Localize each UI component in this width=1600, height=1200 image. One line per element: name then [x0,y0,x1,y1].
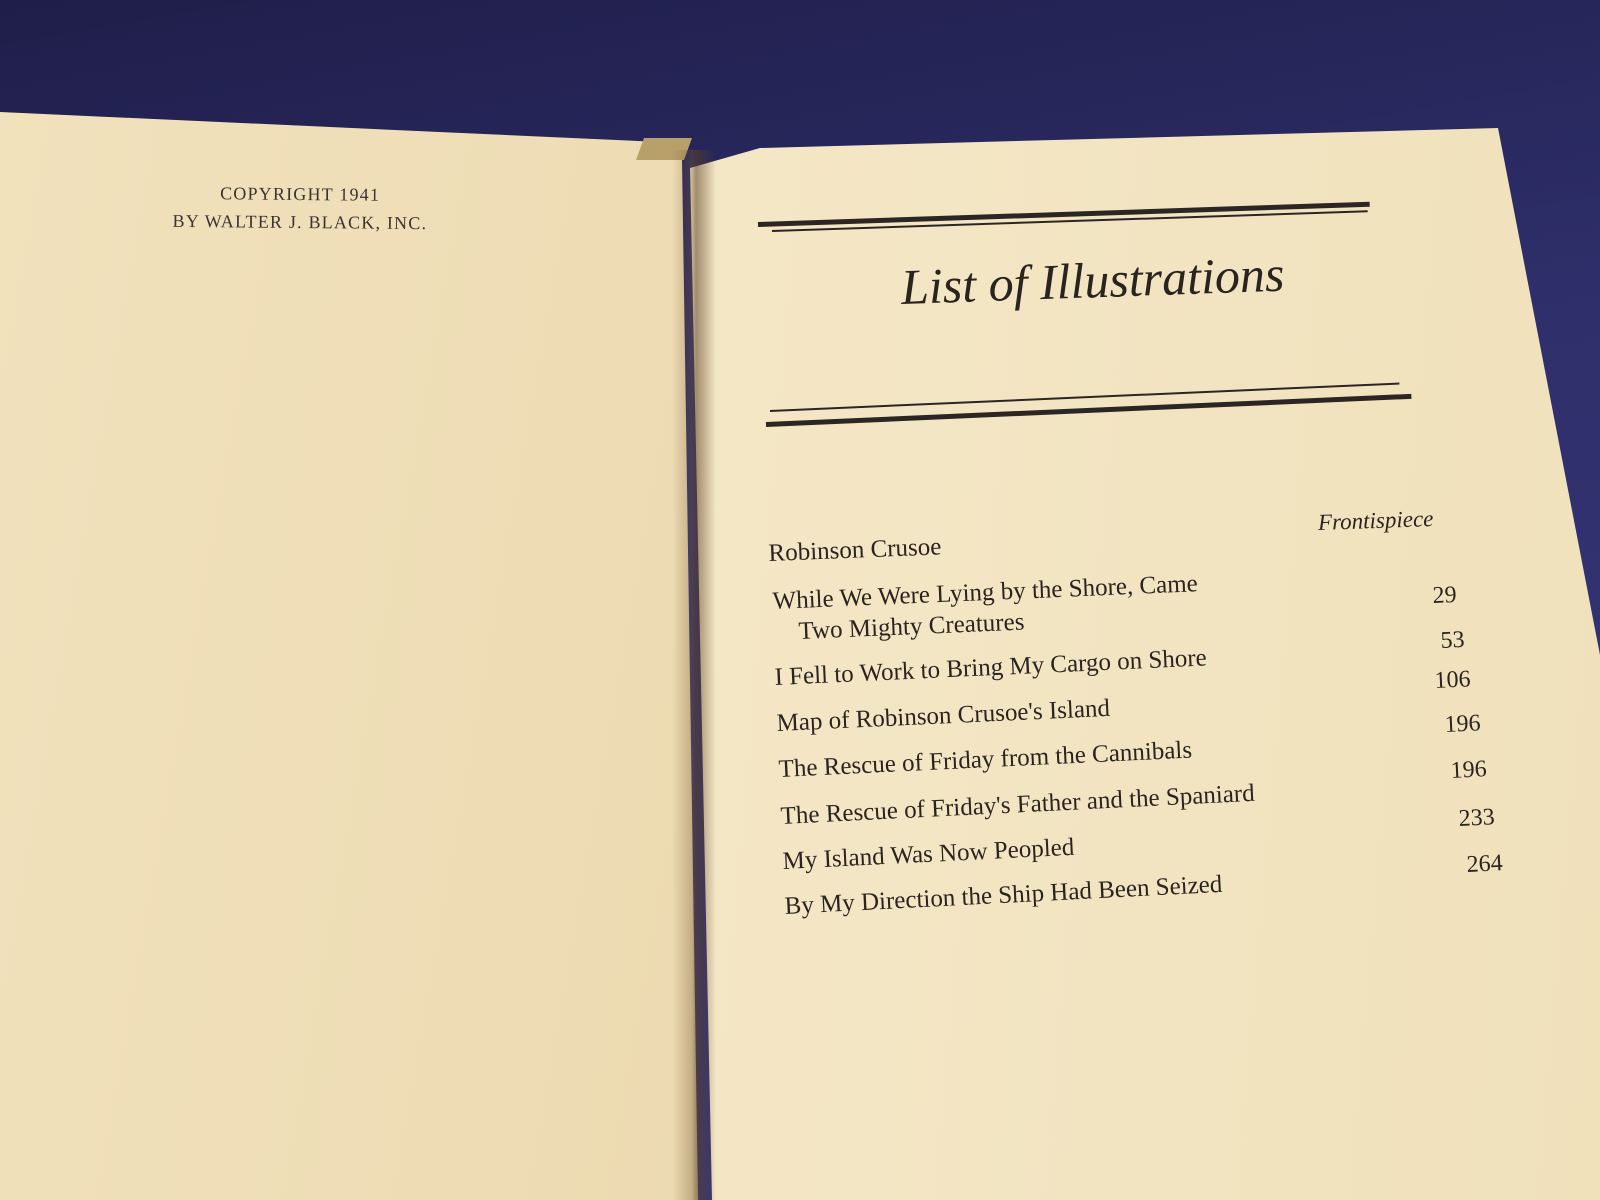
list-item: My Island Was Now Peopled [782,833,1075,875]
list-item: While We Were Lying by the Shore, Came [772,570,1199,615]
page-gutter [672,150,716,1200]
frontispiece-label: Frontispiece [1317,505,1434,536]
page-number: 264 [1466,850,1504,878]
list-item: Robinson Crusoe [768,533,942,567]
page-number: 233 [1458,804,1496,832]
list-item-continuation: Two Mighty Creatures [798,608,1025,645]
list-item: The Rescue of Friday from the Cannibals [778,736,1193,783]
copyright-line: COPYRIGHT 1941 [220,183,381,205]
list-item: I Fell to Work to Bring My Cargo on Shore [774,644,1208,691]
page-title: List of Illustrations [900,245,1286,315]
page-number: 53 [1440,626,1466,654]
list-item: The Rescue of Friday's Father and the Spaniard [780,779,1256,830]
list-item: By My Direction the Ship Had Been Seized [784,870,1223,920]
copyright-notice [140,179,460,238]
page-number: 106 [1434,666,1472,694]
page-number: 29 [1432,581,1458,609]
publisher-line: BY WALTER J. BLACK, INC. [172,210,428,234]
page-number: 196 [1450,756,1488,784]
page-number: 196 [1444,710,1482,738]
list-item: Map of Robinson Crusoe's Island [776,694,1111,737]
